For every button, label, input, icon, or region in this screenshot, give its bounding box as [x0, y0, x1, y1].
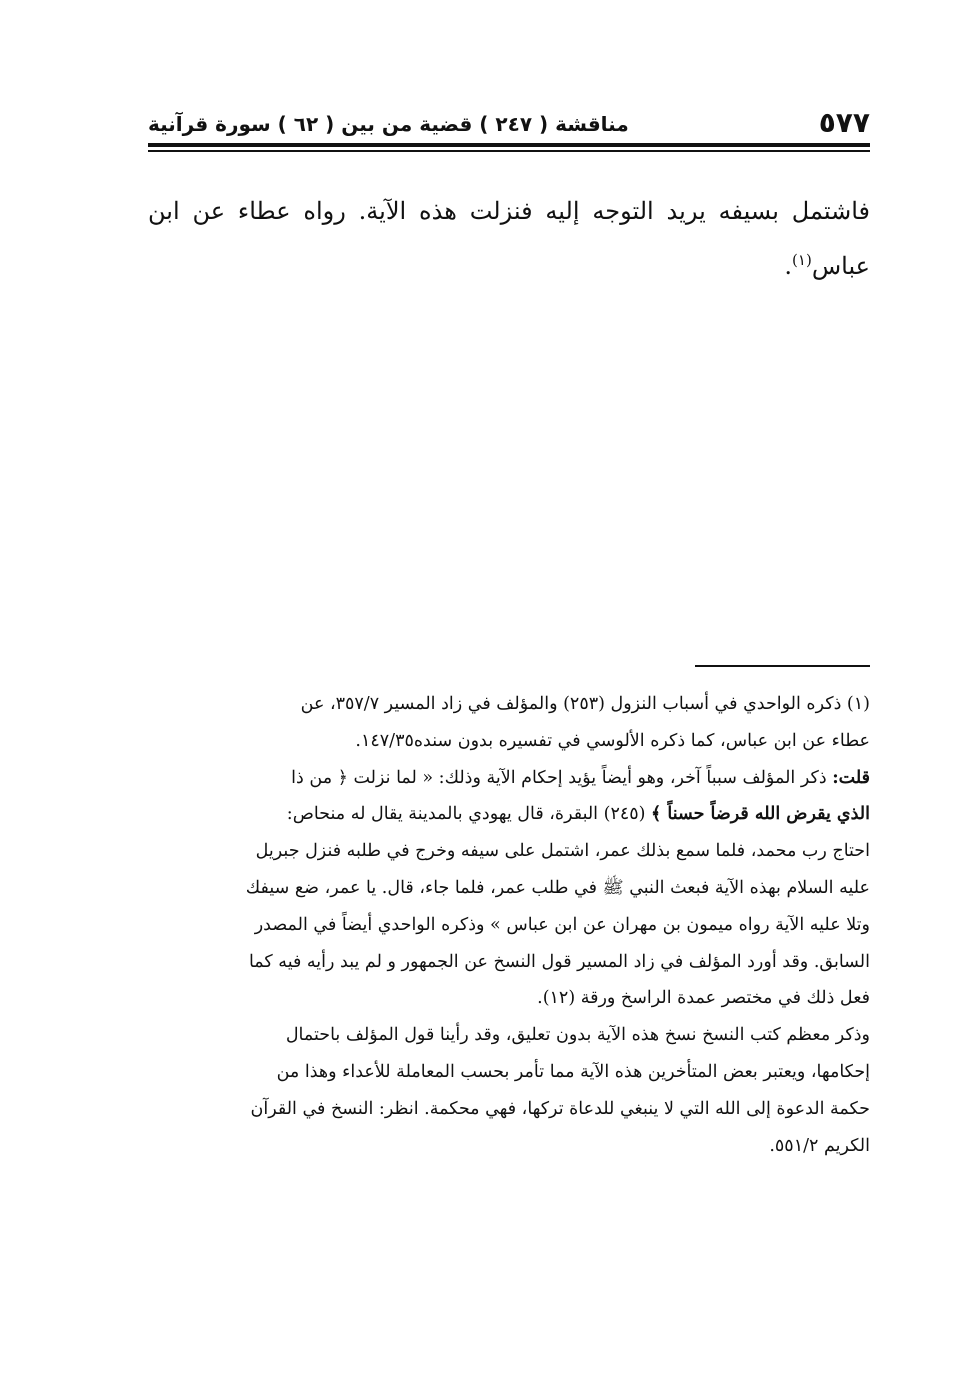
final-line-1: وذكر معظم كتب النسخ نسخ هذه الآية بدون تعليق، وقد رأينا قول المؤلف باحتمال [285, 1025, 870, 1046]
final-line-4: الكريم ٥٥١/٢. [769, 1135, 870, 1156]
footnotes [148, 686, 870, 1164]
main-line-2 [148, 239, 870, 294]
qult-line-7: فعل ذلك في مختصر عمدة الراسخ ورقة (١٢). [537, 988, 870, 1009]
qult-line-2-text: (٢٤٥) البقرة، قال يهودي بالمدينة يقال له منحاص: [286, 804, 652, 825]
main-end-punctuation: . [784, 252, 793, 280]
page-number: ٥٧٧ [818, 106, 870, 139]
main-line-2-text: عباس [811, 252, 870, 280]
qult-label: قلت: [832, 767, 870, 788]
header-rule-thin [148, 150, 870, 152]
footnote-reference: (١) [792, 251, 812, 269]
qult-line-1-text: ذكر المؤلف سبباً آخر، وهو أيضاً يؤيد إحكام الآية وذلك: « لما نزلت ﴿ من ذا [291, 767, 833, 788]
qult-line-5: وتلا عليه الآية رواه ميمون بن مهران عن ابن عباس » وذكره الواحدي أيضاً في المصدر [254, 914, 870, 935]
qult-line-2 [148, 796, 870, 833]
footnote-1-line-2: عطاء عن ابن عباس، كما ذكره الألوسي في تفسيره بدون سنده١٤٧/٣٥. [355, 730, 870, 751]
main-line-1: فاشتمل بسيفه يريد التوجه إليه فنزلت هذه الآية. رواه عطاء عن ابن [148, 197, 870, 225]
qult-line-4: عليه السلام بهذه الآية فبعث النبي ﷺ في طلب عمر، فلما جاء، قال. يا عمر، ضع سيفك [245, 877, 870, 898]
footnote-separator [695, 665, 870, 667]
running-title: مناقشة ( ٢٤٧ ) قضية من بين ( ٦٢ ) سورة قرآنية [148, 112, 629, 136]
footnote-1-line-1: (١) ذكره الواحدي في أسباب النزول (٢٥٣) والمؤلف في زاد المسير ٣٥٧/٧، عن [300, 694, 870, 714]
final-line-3: حكمة الدعوة إلى الله التي لا ينبغي للدعاة تركها، فهي محكمة. انظر: النسخ في القرآن [250, 1098, 870, 1119]
qult-line-3: احتاج رب محمد، فلما سمع بذلك عمر، اشتمل على سيفه وخرج في طلبه فنزل جبريل [255, 841, 870, 862]
qult-line-1 [148, 760, 870, 797]
main-text [148, 184, 870, 294]
header-rule-thick [148, 143, 870, 147]
final-line-2: إحكامها، ويعتبر بعض المتأخرين هذه الآية مما تأمر بحسب المعاملة للأعداء وهذا من [276, 1061, 870, 1082]
quran-verse: الذي يقرض الله قرضاً حسناً ﴾ [651, 804, 870, 825]
page-header [148, 104, 870, 142]
qult-line-6: السابق. وقد أورد المؤلف في زاد المسير قول النسخ عن الجمهور و لم يبد رأيه فيه كما [248, 951, 870, 972]
